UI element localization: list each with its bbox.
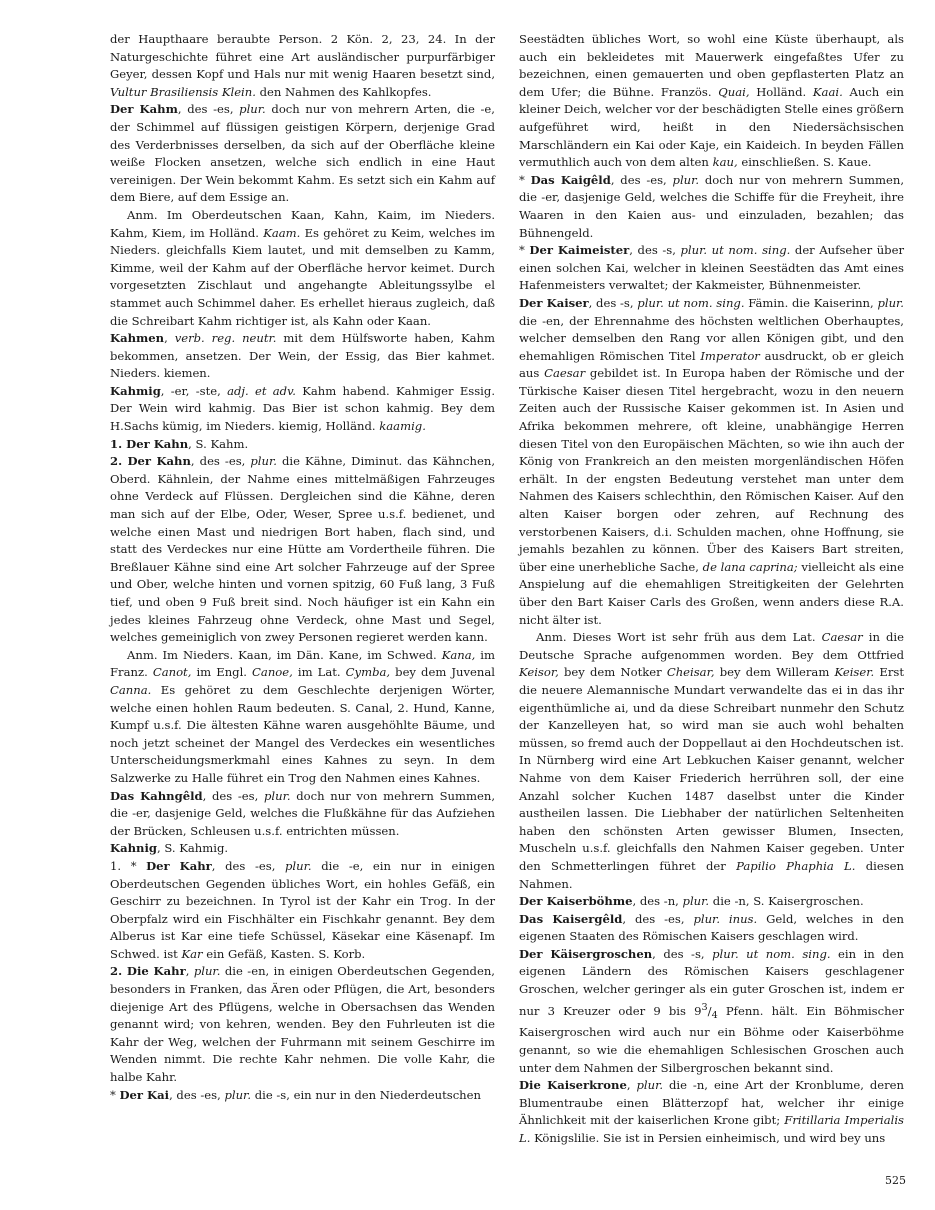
entry-text: vielleicht als eine Anspielung auf die ehemahligen Streitigkeiten der Gelehrten über den Bart Kaiser Carls des Großen, wenn anders diese R.A. nicht älter ist. <box>519 559 905 627</box>
headword: Kahnig <box>110 841 157 856</box>
entry-text: Anm. Im Nieders. Kaan, im Dän. Kane, im Schwed. <box>127 647 442 662</box>
italic-term: Caesar <box>544 366 586 381</box>
entry-text: Königslilie. Sie ist in Persien einheimisch, und wird bey uns <box>530 1130 886 1145</box>
italic-term: plur. <box>285 858 312 873</box>
italic-term: Imperator <box>700 348 760 363</box>
entry-text: Es gehöret zu dem Geschlechte derjenigen Wörter, welche einen hohlen Raum bedeuten. S. Canal, 2. Hund, Kanne, Kumpf u.s.f. Die ältesten Kähne waren ausgehöhlte Bäume, und noch jetzt scheinet der Mangel des Verdeckes ein wesentliches Unterscheidungsmerkmahl eines Kahnes zu seyn. In dem Salzwerke zu Halle führet ein Trog den Nahmen eines Kahnes. <box>110 682 495 785</box>
entry-text: , des -s, <box>588 295 638 310</box>
entry-text: im Engl. <box>191 665 253 680</box>
entry-text: doch nur von mehrern Summen, die -er, dasjenige Geld, welches die Schiffe für die Freyheit, ihre Waaren in den Kaien aus- und einzuladen, bezahlen; das Bühnengeld. <box>519 172 905 240</box>
entry-text: , des -es, <box>202 788 264 803</box>
entry-text: , des -n, <box>632 894 683 909</box>
entry-text: Anm. Im Oberdeutschen Kaan, Kahn, Kaim, im Nieders. Kahm, Kiem, im Holländ. <box>110 207 495 240</box>
entry-text: * <box>110 1087 120 1102</box>
entry-text: ein in den eigenen Ländern des Römischen Kaisers geschlagener Groschen, welcher geringer als ein guter Groschen ist, indem er nur 3 Kreuzer oder 9 bis 9 <box>519 946 904 1018</box>
dictionary-entry <box>110 840 495 858</box>
italic-term: plur. <box>239 102 266 117</box>
italic-term: plur. inus. <box>693 911 758 926</box>
entry-text: , des -s, <box>629 243 681 258</box>
entry-text: bey dem Notker <box>558 665 667 680</box>
italic-term: Quai, <box>718 84 750 99</box>
entry-text: gebildet ist. In Europa haben der Römische und der Türkische Kaiser diesen Titel hergebracht, wozu in den neuern Zeiten auch der Russische Kaiser gekommen ist. In Asien und Afrika bekommen mehrere, oft kleine, unabhängige Herren diesen Titel von den Europäischen Mächten, so wie ihn auch der König von Frankreich an den meisten morgenländischen Höfen erhält. In der engsten Bedeutung verstehet man unter dem Nahmen des Kaisers schlechthin, den Römischen Kaiser. Auf den alten Kaiser borgen oder zehren, auf Rechnung des verstorbenen Kaisers, d.i. Schulden machen, ohne Hoffnung, sie jemahls bezahlen zu können. Über des Kaisers Bart streiten, über eine unerhebliche Sache, <box>519 366 904 574</box>
italic-term: plur. ut nom. sing. <box>712 946 831 961</box>
dictionary-entry <box>519 893 904 911</box>
headword: 1. Der Kahn <box>110 436 189 451</box>
entry-text: Kahm habend. Kahmiger Essig. Der Wein wird kahmig. Das Bier ist schon kahmig. Bey dem H.Sachs kümig, im Nieders. kiemig, Holländ. <box>110 383 495 434</box>
italic-term: Cymba, <box>345 665 391 680</box>
italic-term: kau, <box>712 155 738 170</box>
headword: Das Kaisergêld <box>519 911 623 926</box>
entry-text: die -en, in einigen Oberdeutschen Gegenden, besonders in Franken, das Ären oder Pflügen, die Art, besonders diejenige Art des Pflügens, welche in Obersachsen das Wenden genannt wird; von kehren, wenden. Bey den Fuhrleuten ist die Kahr der Weg, welchen der Fuhrmann mit seinem Geschirre im Wenden nimmt. Die rechte Kahr nehmen. Die volle Kahr, die halbe Kahr. <box>110 964 495 1085</box>
entry-text: * <box>519 172 531 187</box>
dictionary-entry <box>519 911 904 946</box>
dictionary-entry <box>519 242 904 295</box>
fraction-numerator: 3 <box>701 1001 708 1013</box>
entry-text: Seestädten übliches Wort, so wohl eine Küste überhaupt, als auch ein bekleidetes mit Mauerwerk eingefaßtes Ufer zu bezeichnen, einen gemauerten und oben gepflasterten Platz an dem Ufer; die Bühne. Französ. <box>519 32 904 99</box>
italic-term: Caesar <box>821 630 863 645</box>
entry-text: , des -s, <box>652 946 713 961</box>
entry-text: der Aufseher über einen solchen Kai, welcher in kleinen Seestädten das Amt eines Hafenmeisters verwaltet; der Kakmeister, Bühnenmeister. <box>519 243 905 293</box>
entry-text: im Lat. <box>292 665 346 680</box>
headword: 2. Die Kahr <box>110 964 186 979</box>
entry-text: ausdruckt, ob er gleich aus <box>519 348 904 381</box>
entry-text: in die Deutsche Sprache aufgenommen worden. Bey dem Ottfried <box>519 630 904 662</box>
headword: Der Kaiserböhme <box>519 894 633 909</box>
italic-term: kaamig. <box>379 419 426 434</box>
right-column <box>519 31 904 1148</box>
continued-text <box>519 31 904 172</box>
entry-text: , S. Kahmig. <box>156 841 229 856</box>
italic-term: Canna. <box>110 682 152 697</box>
italic-term: Kaai. <box>812 84 843 99</box>
entry-text: die Kähne, Diminut. das Kähnchen, Oberd. Kähnlein, der Nahme eines mittelmäßigen Fahrzeuges ohne Verdeck auf Flüssen. Dergleichen sind die Kähne, deren man sich auf der Elbe, Oder, Weser, Spree u.s.f. bedienet, und welche einen Mast und niedrigen Bort haben, flach sind, und statt des Verdeckes nur eine Hütte am Vordertheile führen. Die Breßlauer Kähne sind eine Art solcher Fahrzeuge auf der Spree und Ober, welche hinten und vornen spitzig, 60 Fuß lang, 3 Fuß tief, und oben 9 Fuß breit sind. Noch häufiger ist ein Kahn ein jedes kleines Fahrzeug ohne Verdeck, ohne Mast und Segel, welches gemeiniglich von zwey Personen regieret werden kann. <box>110 454 495 645</box>
headword: Der Kaimeister <box>529 243 630 258</box>
dictionary-entry <box>110 383 495 436</box>
italic-term: Keisor, <box>519 665 559 680</box>
annotation-paragraph <box>110 647 495 788</box>
annotation-paragraph <box>110 207 495 330</box>
entry-text: Erst die neuere Alemannische Mundart verwandelte das ei in das ihr eigenthümliche ai, und da diese Schreibart nunmehr den Schutz der Kanzelleyen hat, so wird man sie auch wohl behalten müssen, so fremd auch der Doppellaut ai den Hochdeutschen ist. In Nürnberg wird eine Art Lebkuchen Kaiser genannt, welcher Nahme von dem Kaiser Friederich herrühren soll, der eine Anzahl solcher Kuchen 1487 daselbst unter die Kinder austheilen lassen. Die Liebhaber der natürlichen Seltenheiten haben den schönsten Arten gewisser Blumen, Insecten, Muscheln u.s.f. gleichfalls den Nahmen Kaiser gegeben. Unter den Schmetterlingen führet der <box>519 665 904 873</box>
italic-term: adj. et adv. <box>227 383 296 398</box>
entry-text: ein Gefäß, Kasten. S. Korb. <box>202 946 366 961</box>
dictionary-entry <box>110 101 495 207</box>
entry-text: , des -es, <box>211 858 286 873</box>
entry-text: diesen Nahmen. <box>519 858 904 891</box>
dictionary-entry <box>519 946 904 1077</box>
dictionary-entry <box>110 963 495 1086</box>
page-number: 525 <box>885 1174 906 1187</box>
headword: Kahmen <box>110 331 165 346</box>
entry-text: Es gehöret zu Keim, welches im Nieders. gleichfalls Kiem lautet, und mit demselben zu Kamm, Kimme, weil der Kahm auf der Oberfläche hervor keimet. Durch vorgesetzten Zischlaut und angehangte Ableitungssylbe el stammet auch Schimmel daher. Es erhellet hieraus zugleich, daß die Schreibart Kahm richtiger ist, als Kahn oder Kaan. <box>110 225 495 328</box>
italic-term: Canot, <box>152 665 192 680</box>
headword: Der Kai <box>119 1087 170 1102</box>
entry-text: / <box>707 1003 712 1018</box>
headword: Kahmig <box>110 383 161 398</box>
italic-term: plur. ut nom. sing. <box>637 295 745 310</box>
italic-term: Canoe, <box>252 665 293 680</box>
headword: Der Kahr <box>146 858 212 873</box>
headword: Die Kaiserkrone <box>519 1078 627 1093</box>
entry-text: die -en, der Ehrennahme des höchsten weltlichen Oberhauptes, welcher demselben den Rang vor allen Königen gibt, und den ehemahligen Römischen Titel <box>519 313 904 363</box>
annotation-paragraph <box>519 629 904 893</box>
italic-term: Cheisar, <box>666 665 715 680</box>
entry-text: die -s, ein nur in den Niederdeutschen <box>251 1087 481 1102</box>
headword: Der Kahm <box>110 102 178 117</box>
italic-term: plur. ut nom. sing. <box>680 243 791 258</box>
entry-text: Geld, welches in den eigenen Staaten des Römischen Kaisers geschlagen wird. <box>519 911 904 944</box>
entry-text: , des -es, <box>622 911 694 926</box>
entry-text: mit dem Hülfsworte haben, Kahm bekommen, ansetzen. Der Wein, der Essig, das Bier kahmet. Nieders. kiemen. <box>110 331 495 381</box>
entry-text: , des -es, <box>190 454 251 469</box>
dictionary-entry <box>519 295 904 629</box>
italic-term: plur. <box>224 1087 252 1102</box>
dictionary-entry <box>519 172 904 242</box>
headword: Der Kaiser <box>519 295 589 310</box>
italic-term: de lana caprina; <box>702 559 798 574</box>
italic-term: plur. <box>682 894 710 909</box>
entry-text: 1. * <box>110 858 147 873</box>
italic-term: plur. <box>877 295 904 310</box>
italic-term: Papilio Phaphia L. <box>736 858 856 873</box>
italic-term: plur. <box>672 172 700 187</box>
entry-text: Holländ. <box>749 84 813 99</box>
entry-text: den Nahmen des Kahlkopfes. <box>255 84 432 99</box>
entry-text: doch nur von mehrern Arten, die -e, der Schimmel auf flüssigen geistigen Körpern, derjenige Grad des Verderbnisses derselben, da sich auf der Oberfläche kleine weiße Flocken ansetzen, welche sich endlich in eine Haut vereinigen. Der Wein bekommt Kahm. Es setzt sich ein Kahm auf dem Biere, auf dem Essige an. <box>110 102 495 205</box>
italic-term: plur. <box>193 964 221 979</box>
entry-text: , <box>164 331 175 346</box>
headword: Das Kahngêld <box>110 788 203 803</box>
headword: Der Käisergroschen <box>519 946 653 961</box>
italic-term: plur. <box>264 788 291 803</box>
entry-text: einschließen. S. Kaue. <box>737 155 872 170</box>
left-column <box>110 31 495 1104</box>
entry-text: Auch ein kleiner Deich, welcher vor der beschädigten Stelle eines größern aufgeführet wird, heißt in den Niedersächsischen Marschländern ein Kai oder Kaje, ein Kaideich. In beyden Fällen vermuthlich auch von dem alten <box>519 84 904 170</box>
entry-text: die -n, S. Kaisergroschen. <box>709 894 864 909</box>
italic-term: verb. reg. neutr. <box>174 331 277 346</box>
entry-text: doch nur von mehrern Summen, die -er, dasjenige Geld, welches die Flußkähne für das Aufziehen der Brücken, Schleusen u.s.f. entrichten müssen. <box>110 788 496 838</box>
italic-term: Vultur Brasiliensis Klein. <box>110 84 256 99</box>
headword: 2. Der Kahn <box>110 454 191 469</box>
dictionary-entry <box>110 1087 495 1105</box>
entry-text: bey dem Juvenal <box>390 665 495 680</box>
entry-text: , <box>185 964 194 979</box>
continued-text <box>110 31 495 101</box>
italic-term: Kana, <box>441 647 476 662</box>
entry-text: der Haupthaare beraubte Person. 2 Kön. 2, 23, 24. In der Naturgeschichte führet eine Art ausländischer purpurfärbiger Geyer, dessen Kopf und Hals nur mit wenig Haaren besetzt sind, <box>110 32 495 82</box>
entry-text: , S. Kahm. <box>188 436 249 451</box>
entry-text: Anm. Dieses Wort ist sehr früh aus dem Lat. <box>536 630 822 645</box>
dictionary-entry <box>110 330 495 383</box>
entry-text: die -e, ein nur in einigen Oberdeutschen Gegenden übliches Wort, ein hohles Gefäß, ein Geschirr zu bezeichnen. In Tyrol ist der Kahr ein Trog. In der Oberpfalz wird ein Fischhälter ein Fischkahr genannt. Bey dem Alberus ist Kar eine tiefe Schüssel, Käsekar eine Käsenapf. Im Schwed. ist <box>110 858 496 961</box>
entry-text: , des -es, <box>169 1087 225 1102</box>
entry-text: , <box>626 1078 637 1093</box>
fraction-denominator: 4 <box>711 1009 718 1021</box>
dictionary-entry <box>519 1077 904 1147</box>
italic-term: plur. <box>250 454 277 469</box>
entry-text: * <box>519 243 530 258</box>
dictionary-entry <box>110 436 495 454</box>
entry-text: , des -es, <box>610 172 673 187</box>
italic-term: Fritillaria Imperialis L. <box>519 1113 904 1145</box>
headword: Das Kaigêld <box>530 172 611 187</box>
dictionary-entry <box>110 788 495 841</box>
entry-text: Pfenn. hält. Ein Böhmischer Kaisergroschen wird auch nur ein Böhme oder Kaiserböhme genannt, so wie die ehemahligen Schlesischen Groschen auch unter dem Nahmen der Silbergroschen bekannt sind. <box>519 1003 904 1075</box>
dictionary-entry <box>110 858 495 964</box>
italic-term: Kar <box>181 946 203 961</box>
entry-text: , -er, -ste, <box>160 383 228 398</box>
entry-text: die -n, eine Art der Kronblume, deren Blumentraube einen Blätterzopf hat, welcher ihr einige Ähnlichkeit mit der kaiserlichen Krone gibt; <box>519 1078 904 1128</box>
entry-text: bey dem Willeram <box>714 665 835 680</box>
dictionary-entry <box>110 453 495 647</box>
entry-text: , des -es, <box>177 102 240 117</box>
entry-text: Fämin. die Kaiserinn, <box>744 295 878 310</box>
italic-term: Keiser. <box>834 665 875 680</box>
italic-term: plur. <box>636 1078 664 1093</box>
italic-term: Kaam. <box>263 225 301 240</box>
entry-text: im Franz. <box>110 647 496 680</box>
